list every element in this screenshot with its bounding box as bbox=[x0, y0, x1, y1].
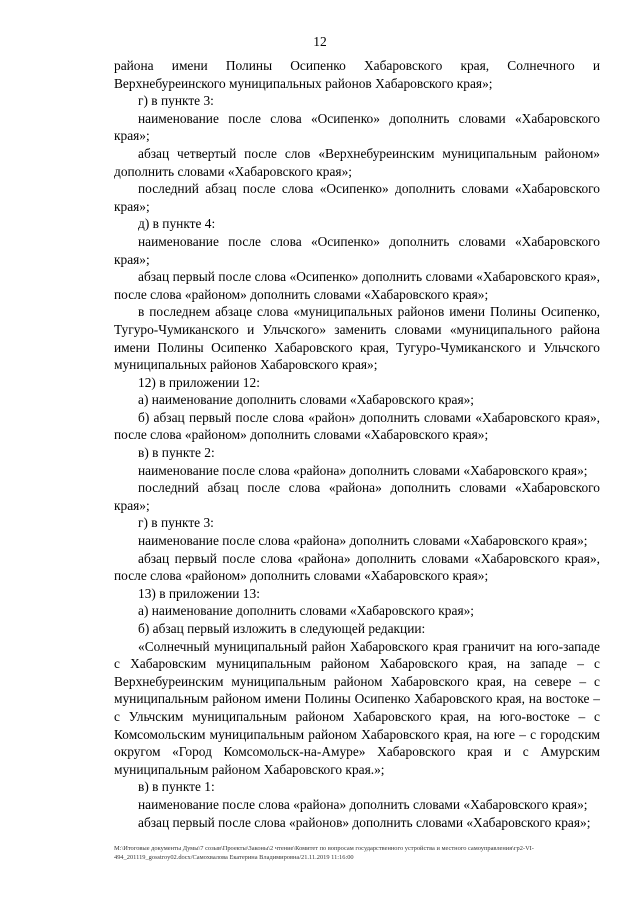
paragraph: г) в пункте 3: bbox=[138, 93, 214, 109]
paragraph: в последнем абзаце слова «муниципальных районов имени Полины Осипенко, Тугуро-Чумиканского и Ульчского» заменить словами «муниципального района имени Полины Осипенко Хабаровского края, Тугуро-Чумиканского и Ульчского муниципальных районов Хабаровского края»; bbox=[114, 304, 600, 373]
paragraph: наименование после слова «Осипенко» дополнить словами «Хабаровского края»; bbox=[114, 110, 600, 144]
paragraph: наименование после слова «Осипенко» дополнить словами «Хабаровского края»; bbox=[114, 233, 600, 267]
paragraph: г) в пункте 3: bbox=[138, 515, 214, 531]
file-path-footer: M:\Итоговые документы Думы\7 созыв\Проекты\Законы\2 чтение\Комитет по вопросам государственного устройства и местного самоуправления\гр2-VI-494_201119_gosstroy02.docx/Самохвалова Екатерина Владимировна/21.11.2019 11:16:00 bbox=[114, 845, 534, 861]
paragraph: последний абзац после слова «Осипенко» дополнить словами «Хабаровского края»; bbox=[114, 181, 600, 214]
paragraph: абзац первый после слова «района» дополнить словами «Хабаровского края», после слова «районом» дополнить словами «Хабаровского края»; bbox=[114, 550, 600, 584]
paragraph: в) в пункте 2: bbox=[138, 445, 215, 461]
paragraph: абзац первый после слова «Осипенко» дополнить словами «Хабаровского края», после слова «районом» дополнить словами «Хабаровского края»; bbox=[114, 269, 600, 302]
page-number: 12 bbox=[313, 34, 327, 49]
paragraph: наименование после слова «района» дополнить словами «Хабаровского края»; bbox=[138, 796, 588, 812]
paragraph: абзац четвертый после слов «Верхнебуреинским муниципальным районом» дополнить словами «Хабаровского края»; bbox=[114, 145, 600, 179]
paragraph: д) в пункте 4: bbox=[138, 216, 216, 232]
paragraph: а) наименование дополнить словами «Хабаровского края»; bbox=[138, 603, 475, 619]
paragraph: б) абзац первый после слова «район» дополнить словами «Хабаровского края», после слова «районом» дополнить словами «Хабаровского края»; bbox=[114, 409, 600, 443]
paragraph: а) наименование дополнить словами «Хабаровского края»; bbox=[138, 392, 475, 408]
paragraph: района имени Полины Осипенко Хабаровского края, Солнечного и Верхнебуреинского муниципальных районов Хабаровского края»; bbox=[114, 58, 600, 91]
paragraph: абзац первый после слова «районов» дополнить словами «Хабаровского края»; bbox=[138, 814, 591, 830]
paragraph: б) абзац первый изложить в следующей редакции: bbox=[138, 621, 426, 636]
paragraph: наименование после слова «района» дополнить словами «Хабаровского края»; bbox=[138, 462, 588, 478]
paragraph: 13) в приложении 13: bbox=[138, 585, 260, 601]
paragraph: в) в пункте 1: bbox=[138, 779, 215, 795]
paragraph: «Солнечный муниципальный район Хабаровского края граничит на юго-западе с Хабаровским муниципальным районом Хабаровского края, на западе – с Верхнебуреинским муниципальным районом Хабаровского края, на севере – с муниципальным районом имени Полины Осипенко Хабаровского края, на востоке – с Ульчским муниципальным районом Хабаровского края, на юго-востоке – с Комсомольским муниципальным районом Хабаровского края, на юге – с городским округом «Город Комсомольск-на-Амуре» Хабаровского края и с Амурским муниципальным районом Хабаровского края.»; bbox=[114, 638, 600, 777]
paragraph: 12) в приложении 12: bbox=[138, 374, 260, 390]
paragraph: наименование после слова «района» дополнить словами «Хабаровского края»; bbox=[138, 533, 588, 549]
document-body bbox=[114, 57, 600, 831]
paragraph: последний абзац после слова «района» дополнить словами «Хабаровского края»; bbox=[114, 480, 600, 513]
